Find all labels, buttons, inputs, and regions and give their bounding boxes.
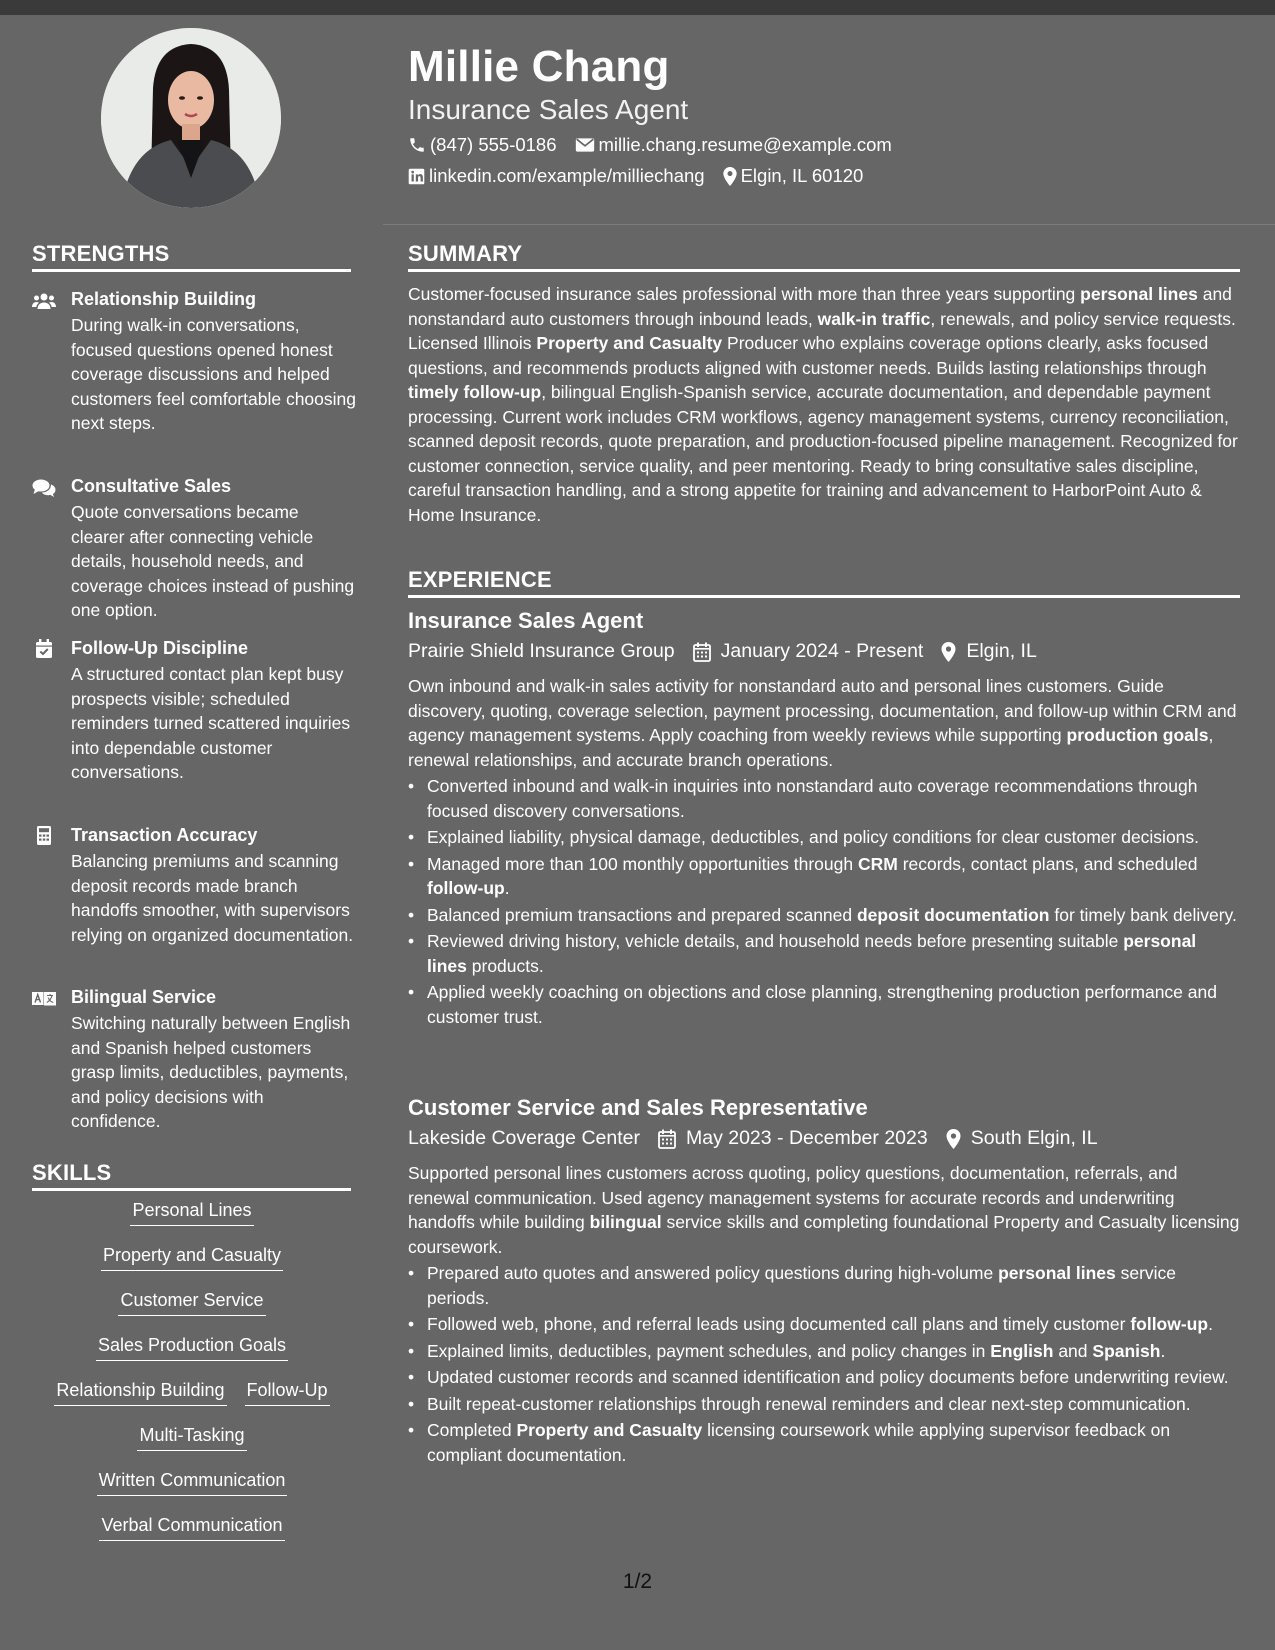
skill-tag: Sales Production Goals [96, 1335, 288, 1361]
skill-tag: Multi-Tasking [137, 1425, 246, 1451]
linkedin-contact[interactable] [408, 165, 705, 187]
skill-tag: Verbal Communication [99, 1515, 284, 1541]
strength-title: Consultative Sales [71, 476, 232, 496]
bullet-item: • Reviewed driving history, vehicle details, and household needs before presenting suitable personal lines products. [408, 929, 1240, 978]
strength-title: Transaction Accuracy [71, 825, 258, 845]
job-dates [658, 1127, 928, 1150]
bullet-item: • Explained limits, deductibles, payment schedules, and policy changes in English and Spanish. [408, 1339, 1240, 1364]
skill-tag: Property and Casualty [101, 1245, 283, 1271]
bullet-item: • Prepared auto quotes and answered policy questions during high-volume personal lines service periods. [408, 1261, 1240, 1310]
linkedin-icon [408, 168, 425, 185]
summary-heading: SUMMARY [408, 241, 1240, 272]
location-contact [723, 165, 864, 187]
envelope-icon [575, 137, 595, 153]
company-name: Prairie Shield Insurance Group [408, 640, 675, 662]
experience-heading: EXPERIENCE [408, 567, 1240, 598]
skill-tag: Follow-Up [245, 1380, 330, 1406]
skill-tag: Written Communication [97, 1470, 288, 1496]
map-marker-icon [946, 1129, 961, 1149]
header-divider [383, 224, 1275, 225]
skill-tag: Personal Lines [130, 1200, 253, 1226]
calculator-icon [32, 826, 56, 846]
language-icon [32, 992, 56, 1006]
bullet-item: • Updated customer records and scanned identification and policy documents before underwriting review. [408, 1365, 1240, 1390]
candidate-title: Insurance Sales Agent [408, 94, 689, 125]
skill-tag: Relationship Building [54, 1380, 226, 1406]
strength-text: Balancing premiums and scanning deposit records made branch handoffs smoother, with supervisors relying on organized documentation. [71, 851, 354, 945]
strength-title: Relationship Building [71, 289, 256, 309]
email-text: millie.chang.resume@example.com [598, 134, 892, 155]
strengths-heading: STRENGTHS [32, 241, 351, 272]
strength-text: Quote conversations became clearer after connecting vehicle details, household needs, and coverage choices instead of pushing one option. [71, 502, 355, 620]
strength-title: Bilingual Service [71, 987, 217, 1007]
job-bullets [408, 1261, 1240, 1469]
phone-icon [408, 136, 426, 154]
job-location [941, 640, 1036, 663]
calendar-icon [693, 642, 711, 662]
bullet-item: • Built repeat-customer relationships through renewal reminders and clear next-step communication. [408, 1392, 1240, 1417]
job-title: Insurance Sales Agent [408, 608, 644, 633]
job-dates-text: May 2023 - December 2023 [685, 1127, 928, 1149]
skills-heading: SKILLS [32, 1160, 351, 1191]
skill-tag: Customer Service [118, 1290, 265, 1316]
calendar-icon [658, 1129, 676, 1149]
comments-icon [32, 479, 56, 497]
job-location-text: Elgin, IL [966, 640, 1037, 662]
bullet-item: • Managed more than 100 monthly opportunities through CRM records, contact plans, and scheduled follow-up. [408, 852, 1240, 901]
company-name: Lakeside Coverage Center [408, 1127, 640, 1149]
strength-text: A structured contact plan kept busy prospects visible; scheduled reminders turned scattered inquiries into dependable customer conversations. [71, 664, 351, 782]
strength-title: Follow-Up Discipline [71, 638, 249, 658]
page-indicator: 1/2 [622, 1570, 653, 1593]
skills-list [32, 1200, 352, 1560]
job-location-text: South Elgin, IL [970, 1127, 1098, 1149]
bullet-item: • Followed web, phone, and referral leads using documented call plans and timely customer follow-up. [408, 1312, 1240, 1337]
bullet-item: • Applied weekly coaching on objections and close planning, strengthening production performance and customer trust. [408, 980, 1240, 1029]
strength-text: Switching naturally between English and Spanish helped customers grasp limits, deductibles, payments, and policy decisions with confidence. [71, 1013, 351, 1131]
phone-contact[interactable] [408, 134, 557, 156]
viewer-top-bar [0, 0, 1275, 15]
job-location [946, 1127, 1098, 1150]
map-marker-icon [723, 167, 737, 186]
summary-text: Customer-focused insurance sales professional with more than three years supporting personal lines and nonstandard auto customers through inbound leads, walk-in traffic, renewals, and policy service requests. Licensed Illinois Property and Casualty Producer who explains coverage options clearly, asks focused questions, and recommends products aligned with customer needs. Builds lasting relationships through timely follow-up, bilingual English-Spanish service, accurate documentation, and dependable payment processing. Current work includes CRM workflows, agency management systems, currency reconciliation, scanned deposit records, quote preparation, and production-focused pipeline management. Recognized for customer connection, service quality, and peer mentoring. Ready to bring consultative sales discipline, careful transaction handling, and a strong appetite for training and advancement to HarborPoint Auto & Home Insurance. [408, 284, 1238, 525]
profile-photo [101, 28, 281, 208]
job-meta [408, 640, 1055, 663]
job-bullets [408, 774, 1240, 1031]
email-contact[interactable] [575, 134, 892, 156]
bullet-item: • Completed Property and Casualty licensing coursework while applying supervisor feedback on compliant documentation. [408, 1418, 1240, 1467]
phone-text: (847) 555-0186 [430, 134, 557, 155]
job-dates-text: January 2024 - Present [720, 640, 924, 662]
bullet-item: • Balanced premium transactions and prepared scanned deposit documentation for timely bank delivery. [408, 903, 1240, 928]
map-marker-icon [941, 642, 956, 662]
candidate-name: Millie Chang [408, 42, 670, 91]
job-title: Customer Service and Sales Representative [408, 1095, 868, 1120]
job-description: Supported personal lines customers across quoting, policy questions, documentation, referrals, and renewal communication. Used agency management systems for accurate records and underwriting handoffs while building bilingual service skills and completing foundational Property and Casualty licensing coursework. [408, 1163, 1240, 1257]
contact-row-2 [408, 165, 881, 187]
users-icon [32, 292, 56, 310]
strength-text: During walk-in conversations, focused questions opened honest coverage discussions and helped customers feel comfortable choosing next steps. [71, 315, 356, 433]
calendar-check-icon [32, 639, 56, 659]
bullet-item: • Converted inbound and walk-in inquiries into nonstandard auto coverage recommendations through focused discovery conversations. [408, 774, 1240, 823]
job-meta [408, 1127, 1116, 1150]
job-dates [693, 640, 924, 663]
job-description: Own inbound and walk-in sales activity for nonstandard auto and personal lines customers. Guide discovery, quoting, coverage selection, payment processing, documentation, and follow-up within CRM and agency management systems. Apply coaching from weekly reviews while supporting production goals, renewal relationships, and accurate branch operations. [408, 676, 1237, 770]
bullet-item: • Explained liability, physical damage, deductibles, and policy conditions for clear customer decisions. [408, 825, 1240, 850]
contact-row-1 [408, 134, 910, 156]
linkedin-text: linkedin.com/example/milliechang [429, 165, 705, 186]
location-text: Elgin, IL 60120 [740, 165, 864, 186]
